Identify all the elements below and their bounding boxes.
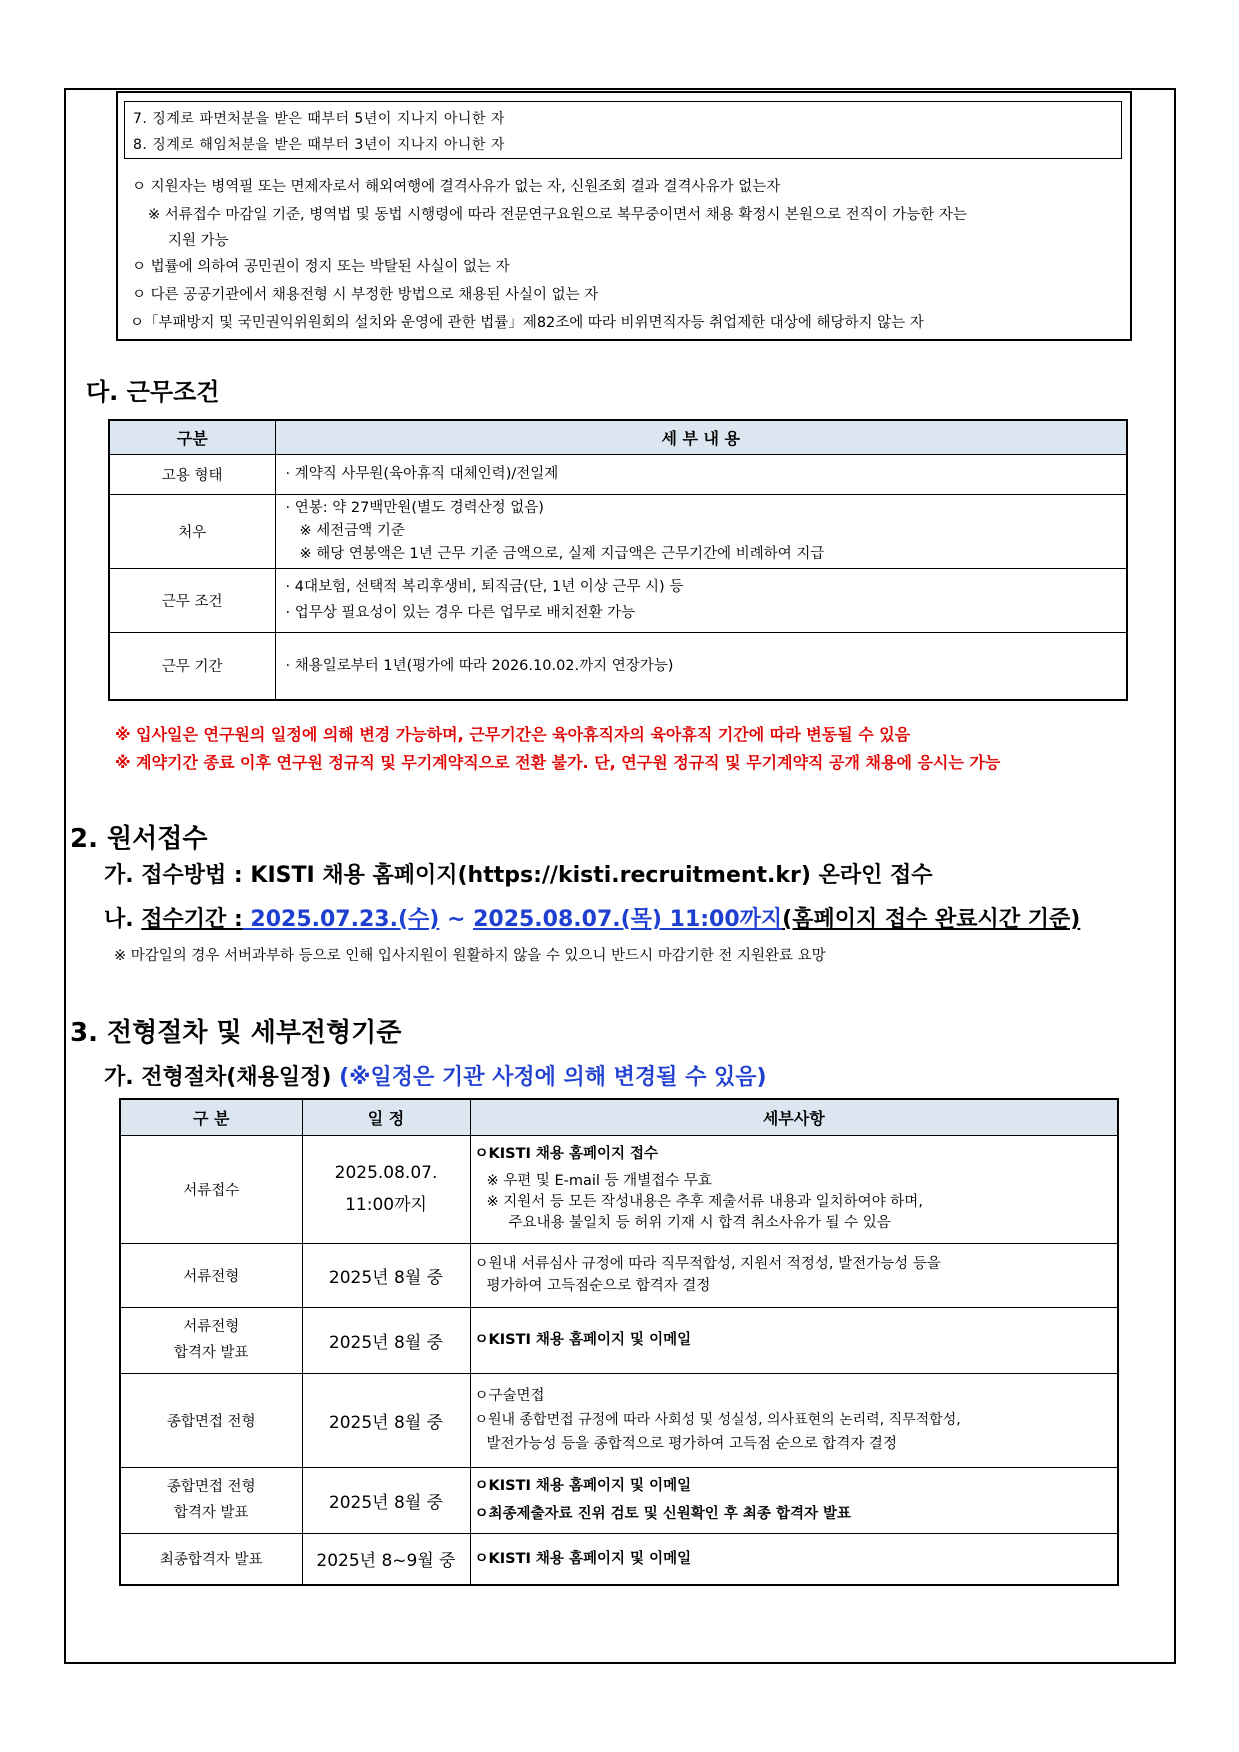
detail-line: · 연봉: 약 27백만원(별도 경력산정 없음) [285,499,544,516]
work-note: ※ 계약기간 종료 이후 연구원 정규직 및 무기계약직으로 전환 불가. 단, 연구원 정규직 및 무기계약직 공개 채용에 응시는 가능 [115,753,1001,772]
category-line: 합격자 발표 [173,1505,249,1521]
category-line: 종합면접 전형 [166,1479,256,1495]
qualification-military-note-cont: 지원 가능 [168,233,229,249]
table-row [120,1467,1118,1533]
row-category: 서류접수 [120,1135,302,1243]
row-detail [470,1533,1118,1585]
selection-table [119,1098,1119,1586]
work-conditions-title: 다. 근무조건 [86,378,220,406]
application-note: ※ 마감일의 경우 서버과부하 등으로 인해 입사지원이 원활하지 않을 수 있으니 반드시 마감기한 전 지원완료 요망 [114,948,826,964]
qualification-box [116,91,1132,341]
row-schedule: 2025년 8월 중 [302,1243,470,1307]
table-row [109,454,1127,494]
row-category: 최종합격자 발표 [120,1533,302,1585]
period-suffix: (홈페이지 접수 완료시간 기준) [782,907,1081,932]
table-row [109,632,1127,700]
application-method: 가. 접수방법 : KISTI 채용 홈페이지(https://kisti.recruitment.kr) 온라인 접수 [104,863,933,888]
detail-line: ※ 세전금액 기준 [299,522,405,539]
schedule-line: 2025.08.07. [334,1163,438,1183]
period-start: 2025.07.23.(수) [242,907,440,932]
table-row [120,1243,1118,1307]
table-row [120,1307,1118,1373]
row-category: 서류전형 [120,1243,302,1307]
row-category: 종합면접 전형 [120,1373,302,1467]
detail-line: 평가하여 고득점순으로 합격자 결정 [486,1278,711,1294]
row-schedule: 2025년 8월 중 [302,1467,470,1533]
header-schedule: 일 정 [302,1099,470,1135]
table-row [120,1373,1118,1467]
detail-line: ㅇKISTI 채용 홈페이지 및 이메일 [474,1550,692,1567]
category-line: 서류전형 [183,1319,240,1335]
period-end: 2025.08.07.(목) 11:00까지 [473,907,783,932]
detail-line: ㅇKISTI 채용 홈페이지 접수 [474,1146,659,1162]
period-label-underlined: 접수기간 : [141,907,243,932]
row-category: 고용 형태 [109,454,275,494]
detail-line: · 4대보험, 선택적 복리후생비, 퇴직금(단, 1년 이상 근무 시) 등 [285,579,684,595]
selection-title: 3. 전형절차 및 세부전형기준 [70,1018,402,1048]
period-label: 나. [104,907,142,932]
detail-line: ㅇ원내 서류심사 규정에 따라 직무적합성, 지원서 적정성, 발전가능성 등을 [474,1256,941,1272]
header-category: 구분 [109,420,275,454]
schedule-line: 11:00까지 [345,1195,427,1215]
detail-line: ※ 해당 연봉액은 1년 근무 기준 금액으로, 실제 지급액은 근무기간에 비례하여 지급 [299,545,825,562]
row-category: 근무 조건 [109,568,275,632]
work-note: ※ 입사일은 연구원의 일정에 의해 변경 가능하며, 근무기간은 육아휴직자의 육아휴직 기간에 따라 변동될 수 있음 [115,725,911,744]
application-period [104,902,1080,933]
table-row [109,494,1127,568]
table-header-row [109,420,1127,454]
row-detail [275,632,1127,700]
application-title: 2. 원서접수 [70,824,208,854]
table-header-row [120,1099,1118,1135]
row-detail [275,454,1127,494]
row-schedule: 2025년 8월 중 [302,1373,470,1467]
row-category: 근무 기간 [109,632,275,700]
selection-subtitle [104,1060,767,1091]
row-schedule: 2025년 8~9월 중 [302,1533,470,1585]
row-detail [470,1467,1118,1533]
qualification-military: ㅇ 지원자는 병역필 또는 면제자로서 해외여행에 결격사유가 없는 자, 신원조회 결과 결격사유가 없는자 [132,179,781,195]
disqualification-item: 7. 징계로 파면처분을 받은 때부터 5년이 지나지 아니한 자 [133,111,505,127]
detail-line: · 채용일로부터 1년(평가에 따라 2026.10.02.까지 연장가능) [285,657,674,674]
detail-line: ㅇ구술면접 [474,1388,545,1404]
header-detail: 세 부 내 용 [275,420,1127,454]
detail-line: 발전가능성 등을 종합적으로 평가하여 고득점 순으로 합격자 결정 [486,1436,897,1452]
table-row [120,1135,1118,1243]
work-conditions-table [108,419,1128,701]
category-line: 합격자 발표 [173,1345,249,1361]
row-category [120,1307,302,1373]
row-detail [470,1307,1118,1373]
disqualification-list [124,101,1122,159]
selection-subtitle-text: 가. 전형절차(채용일정) [104,1065,332,1090]
table-row [109,568,1127,632]
period-separator: ~ [439,907,474,932]
qualification-anti-corruption: ㅇ「부패방지 및 국민권익위원회의 설치와 운영에 관한 법률」제82조에 따라 비위면직자등 취업제한 대상에 해당하지 않는 자 [130,315,924,331]
selection-subtitle-note: (※일정은 기관 사정에 의해 변경될 수 있음) [339,1065,767,1090]
disqualification-item: 8. 징계로 해임처분을 받은 때부터 3년이 지나지 아니한 자 [133,137,505,153]
row-category: 처우 [109,494,275,568]
detail-line: · 계약직 사무원(육아휴직 대체인력)/전일제 [285,466,559,482]
row-detail [470,1373,1118,1467]
detail-line: ㅇKISTI 채용 홈페이지 및 이메일 [474,1478,692,1494]
detail-line: ㅇ최종제출자료 진위 검토 및 신원확인 후 최종 합격자 발표 [474,1506,852,1522]
detail-line: ※ 우편 및 E-mail 등 개별접수 무효 [486,1173,712,1189]
qualification-civil-rights: ㅇ 법률에 의하여 공민권이 정지 또는 박탈된 사실이 없는 자 [132,259,510,275]
row-schedule [302,1135,470,1243]
header-detail: 세부사항 [470,1099,1118,1135]
row-detail [470,1135,1118,1243]
row-category [120,1467,302,1533]
detail-line: 주요내용 불일치 등 허위 기재 시 합격 취소사유가 될 수 있음 [508,1215,891,1231]
table-row [120,1533,1118,1585]
row-detail [275,494,1127,568]
header-category: 구 분 [120,1099,302,1135]
row-detail [470,1243,1118,1307]
detail-line: ※ 지원서 등 모든 작성내용은 추후 제출서류 내용과 일치하여야 하며, [486,1194,923,1210]
qualification-fraud: ㅇ 다른 공공기관에서 채용전형 시 부정한 방법으로 채용된 사실이 없는 자 [132,287,599,303]
detail-line: ㅇKISTI 채용 홈페이지 및 이메일 [474,1332,692,1348]
detail-line: ㅇ원내 종합면접 규정에 따라 사회성 및 성실성, 의사표현의 논리력, 직무적합성, [474,1412,961,1428]
qualification-military-note: ※ 서류접수 마감일 기준, 병역법 및 동법 시행령에 따라 전문연구요원으로 복무중이면서 채용 확정시 본원으로 전직이 가능한 자는 [148,207,967,223]
row-schedule: 2025년 8월 중 [302,1307,470,1373]
row-detail [275,568,1127,632]
detail-line: · 업무상 필요성이 있는 경우 다른 업무로 배치전환 가능 [285,605,636,621]
